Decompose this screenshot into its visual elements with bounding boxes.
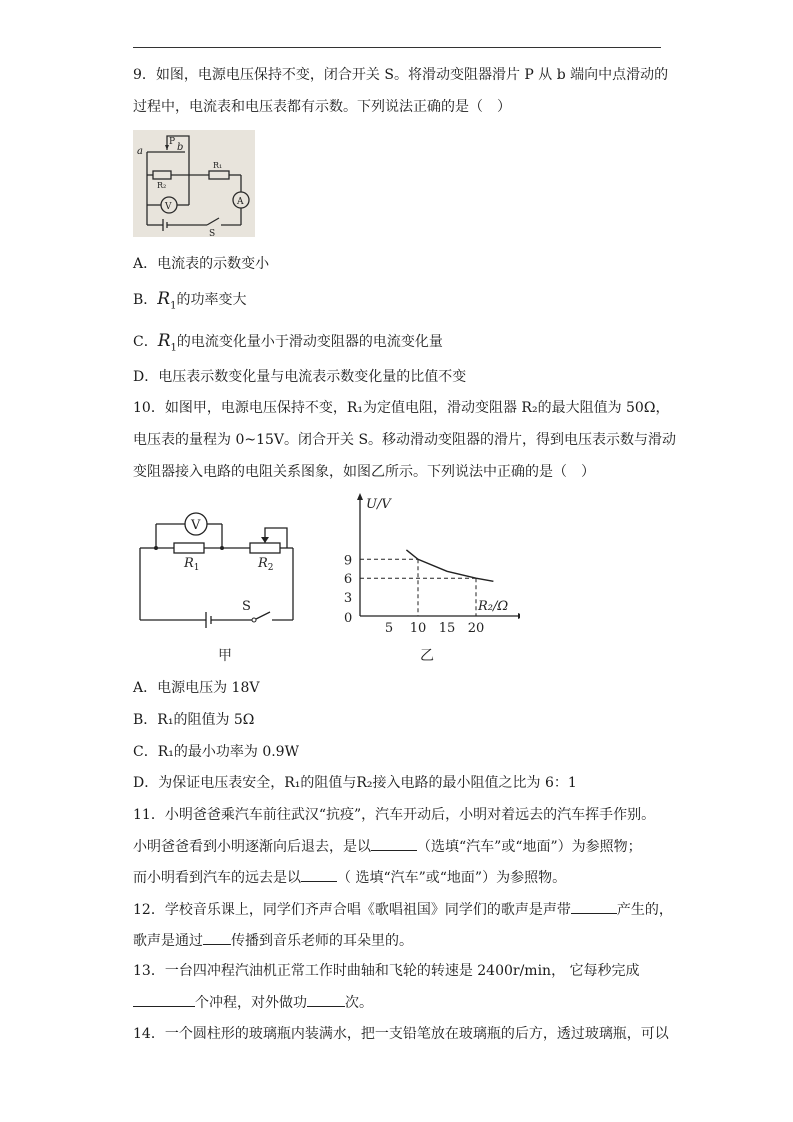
q10-chart-yi [344, 493, 520, 636]
r2-label: $R_2$ [258, 556, 274, 573]
data-curve [406, 550, 493, 581]
q13-blank-1 [133, 992, 195, 1007]
q10-option-b: B．R₁的阻值为 5Ω [133, 712, 255, 728]
svg-text:b: b [177, 142, 184, 153]
svg-text:S: S [209, 229, 216, 237]
q9-circuit-figure [133, 130, 255, 237]
svg-text:P: P [169, 137, 176, 147]
y-tick-label: 9 [343, 553, 353, 569]
y-tick-label: 6 [343, 572, 353, 588]
q11-line3: 而小明看到汽车的远去是以 （ 选填“汽车”或“地面”）为参照物。 [133, 867, 566, 888]
x-tick-label: 15 [438, 621, 456, 636]
svg-text:V: V [165, 202, 172, 212]
svg-text:A: A [237, 197, 244, 207]
x-tick-label: 5 [384, 621, 394, 636]
q9-option-c: C．$R_1$的电流变化量小于滑动变阻器的电流变化量 [133, 331, 443, 354]
caption-yi: 乙 [420, 648, 434, 664]
q10-stem-line2: 电压表的量程为 0~15V。闭合开关 S。移动滑动变阻器的滑片，得到电压表示数与滑动 [133, 432, 677, 448]
q9-option-a: A．电流表的示数变小 [133, 256, 270, 272]
caption-jia: 甲 [218, 648, 232, 664]
svg-text:R₁: R₁ [213, 161, 223, 170]
x-axis-arrow-icon [518, 613, 520, 619]
q13-blank-2 [307, 992, 345, 1007]
q10-option-c: C．R₁的最小功率为 0.9W [133, 744, 299, 760]
q12-line2: 歌声是通过 传播到音乐老师的耳朵里的。 [133, 930, 413, 951]
x-tick-label: 20 [467, 621, 485, 636]
q11-line2: 小明爸爸看到小明逐渐向后退去，是以 （选填“汽车”或“地面”）为参照物； [133, 836, 642, 857]
q12-line1: 12．学校音乐课上，同学们齐声合唱《歌唱祖国》同学们的歌声是声带 产生的， [133, 899, 673, 920]
svg-text:S: S [242, 599, 251, 614]
q11-blank-2 [301, 867, 337, 882]
x-axis-label: R₂/Ω [478, 599, 509, 614]
q10-option-d: D．为保证电压表安全，R₁的阻值与R₂接入电路的最小阻值之比为 6：1 [133, 775, 577, 791]
header-rule [133, 47, 661, 48]
y-axis-arrow-icon [357, 493, 363, 500]
q11-line1: 11．小明爸爸乘汽车前往武汉“抗疫”，汽车开动后，小明对着远去的汽车挥手作别。 [133, 807, 656, 823]
q10-option-a: A．电源电压为 18V [133, 680, 260, 696]
y-tick-label: 3 [343, 591, 353, 607]
q9-circuit-diagram [133, 130, 255, 237]
q12-blank-1 [571, 899, 617, 914]
q13-line1: 13．一台四冲程汽油机正常工作时曲轴和飞轮的转速是 2400r/min， 它每秒完成 [133, 963, 640, 979]
q9-option-d: D．电压表示数变化量与电流表示数变化量的比值不变 [133, 369, 467, 385]
svg-text:V: V [191, 518, 201, 533]
q9-option-b: B．$R_1$的功率变大 [133, 289, 247, 312]
q11-blank-1 [371, 836, 417, 851]
q10-figure-svg [130, 492, 520, 667]
r1-label: $R_1$ [184, 556, 200, 573]
y-axis-label: U/V [366, 497, 391, 512]
q10-stem-line1: 10．如图甲，电源电压保持不变，R₁为定值电阻，滑动变阻器 R₂的最大阻值为 50Ω， [133, 400, 670, 416]
q9-stem-line2: 过程中，电流表和电压表都有示数。下列说法正确的是（ ） [133, 99, 511, 115]
svg-text:R₂: R₂ [157, 181, 167, 190]
q12-blank-2 [203, 930, 231, 945]
origin-label: 0 [344, 611, 353, 626]
q9-stem-line1: 9．如图，电源电压保持不变，闭合开关 S。将滑动变阻器滑片 P 从 b 端向中点滑动的 [133, 67, 669, 83]
x-tick-label: 10 [409, 621, 427, 636]
q13-line2: 个冲程，对外做功 次。 [133, 992, 373, 1013]
svg-text:a: a [137, 146, 143, 157]
slider-arrow-icon [261, 537, 269, 543]
q10-figures [130, 492, 520, 667]
q14-line1: 14．一个圆柱形的玻璃瓶内装满水，把一支铅笔放在玻璃瓶的后方，透过玻璃瓶，可以 [133, 1026, 669, 1042]
q10-stem-line3: 变阻器接入电路的电阻关系图象，如图乙所示。下列说法中正确的是（ ） [133, 464, 595, 480]
